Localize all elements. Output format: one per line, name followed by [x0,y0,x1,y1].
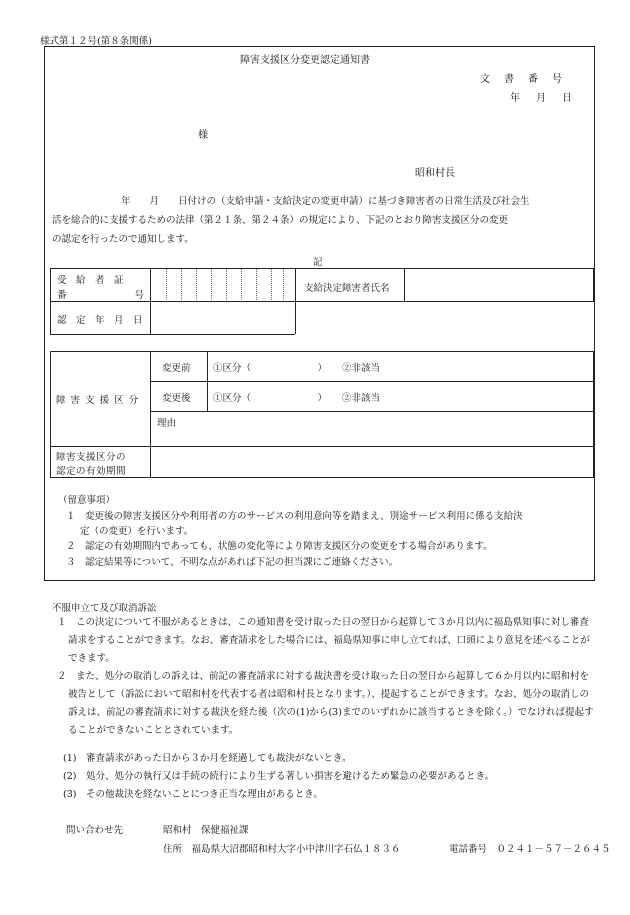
note-item-1: １ 変更後の障害支援区分や利用者の方のサービスの利用意向等を踏まえ、別途サービス利用に係る支給決 [66,511,523,522]
appeal-paragraph-2: ２ また、処分の取消しの訴えは、前記の審査請求に対する裁決書を受け取った日の翌日から起算して６か月以内に昭和村を被告として（訴訟において昭和村を代表する者は昭和村長となります。）、提起することができます。なお、処分の取消しの訴えは、前記の審査請求に対する裁決を経た後（次の(1)から(3)までのいずれかに該当するときを除く。）でなければ提起することができないこととされています。 [57,671,594,736]
after-option-category: ①区分（ ） [213,393,328,404]
recipient-number-label-1: 受 給 者 証 [57,275,124,286]
issue-date-label: 年 月 日 [510,93,575,104]
beneficiary-name-label: 支給決定障害者氏名 [304,283,390,294]
appeal-item-2: (2) 処分、処分の執行又は手続の続行により生ずる著しい損害を避けるため緊急の必要があるとき。 [63,771,495,782]
contact-address: 住所 福島県大沼郡昭和村大字小中津川字石仏１８３６ [163,844,401,855]
body-line-2: 活を総合的に支援するための法律（第２１条、第２４条）の規定により、下記のとおり障害支援区分の変更 [52,215,509,226]
before-change-label: 変更前 [162,363,191,374]
note-item-2: ２ 認定の有効期間内であっても、状態の変化等により障害支援区分の変更をする場合があります。 [66,541,493,552]
appeal-item-1: (1) 審査請求があった日から３か月を経過しても裁決がないとき。 [63,753,352,764]
contact-phone: 電話番号 ０２４１－５７－２６４５ [449,844,611,855]
appeal-heading: 不服申立て及び取消訴訟 [52,603,157,614]
contact-department: 昭和村 保健福祉課 [163,825,249,836]
recipient-number-label-2a: 番 [57,290,67,301]
after-option-not-applicable: ②非該当 [342,393,381,404]
before-option-category: ①区分（ ） [213,363,328,374]
issuer-name: 昭和村長 [415,168,455,179]
note-item-3: ３ 認定結果等について、不明な点があれば下記の担当課にご連絡ください。 [66,557,399,568]
body-line-3: の認定を行ったので通知します。 [52,234,194,245]
appeal-text [46,614,594,740]
ki-marker: 記 [313,257,323,268]
validity-label-1: 障害支援区分の [56,452,127,463]
appeal-item-3: (3) その他裁決を経ないことにつき正当な理由があるとき。 [63,789,323,800]
body-line-1: 年 月 日付けの（支給申請・支給決定の変更申請）に基づき障害者の日常生活及び社会生 [121,196,530,207]
recipient-suffix: 様 [198,130,208,141]
certification-date-label: 認 定 年 月 日 [57,315,143,326]
document-number-label: 文 書 番 号 [480,74,564,85]
before-option-not-applicable: ②非該当 [342,363,381,374]
contact-label: 問い合わせ先 [66,825,124,836]
notes-heading: （留意事項） [58,495,116,506]
category-label: 障 害 支 援 区 分 [56,395,140,406]
appeal-paragraph-1: １ この決定について不服があるときは、この通知書を受け取った日の翌日から起算して３か月以内に福島県知事に対し審査請求をすることができます。なお、審査請求をした場合には、福島県知事に申し立てれば、口頭により意見を述べることができます。 [57,617,590,664]
note-item-1-cont: 定（の変更）を行います。 [80,526,194,537]
reason-label: 理由 [157,418,177,429]
form-number: 様式第１２号(第８条関係) [40,36,152,47]
recipient-number-label-2b: 号 [134,290,144,301]
recipient-number-label-2 [57,287,144,301]
document-title: 障害支援区分変更認定通知書 [240,55,370,66]
validity-label-2: 認定の有効期間 [56,466,127,477]
after-change-label: 変更後 [162,393,191,404]
